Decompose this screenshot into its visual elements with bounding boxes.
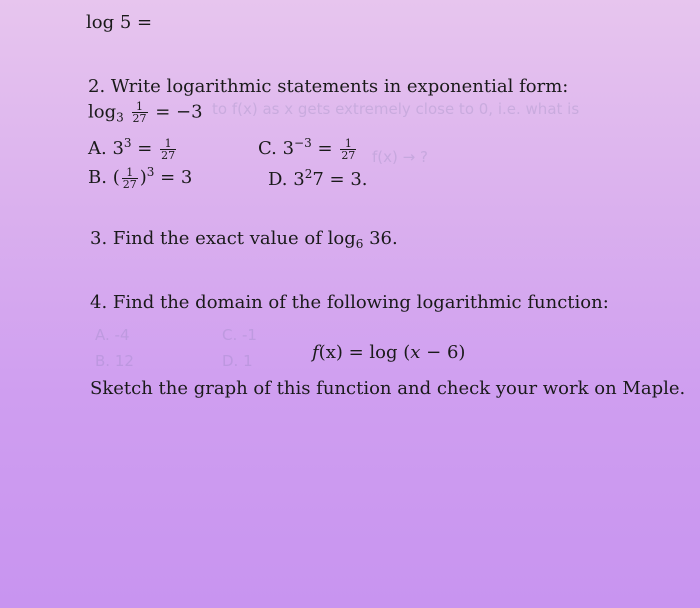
function-name: f	[312, 342, 319, 363]
q3-log: log	[327, 228, 356, 249]
q2-option-a	[88, 132, 178, 161]
option-a-exponent: 3	[123, 136, 132, 150]
option-c-base: 3	[282, 138, 295, 159]
fraction-numerator: 1	[160, 138, 176, 150]
q2-given-base: 3	[116, 110, 124, 125]
bleed-through-text: A. -4	[95, 326, 130, 344]
function-variable: x	[410, 342, 421, 363]
q4-prompt	[90, 292, 609, 314]
option-b-rhs: = 3	[160, 167, 193, 188]
fraction-numerator: 1	[132, 101, 148, 113]
top-expression-text: log 5 =	[86, 12, 153, 33]
q2-given-fraction	[132, 101, 148, 124]
q2-prompt-text: 2. Write logarithmic statements in exponential form:	[88, 76, 569, 97]
q4-prompt-text: 4. Find the domain of the following logarithmic function:	[90, 292, 609, 313]
fraction-denominator: 27	[341, 148, 356, 162]
option-b-rparen: )	[139, 167, 147, 188]
bleed-through-text: B. 12	[95, 352, 134, 370]
q2-option-b	[88, 161, 192, 190]
option-a-fraction	[160, 138, 176, 161]
top-expression	[86, 12, 152, 34]
q2-given-expression	[88, 101, 203, 129]
q2-option-d	[268, 163, 368, 191]
option-b-fraction	[122, 167, 138, 190]
option-c-fraction	[340, 138, 356, 161]
q2-prompt	[88, 76, 568, 98]
q2-option-c	[258, 132, 358, 161]
fraction-numerator: 1	[340, 138, 356, 150]
function-rhs-start: = log (	[348, 342, 411, 363]
option-d-base: 3	[293, 169, 305, 190]
option-d-exponent: 2	[304, 167, 313, 181]
q2-given-rhs: = −3	[155, 101, 203, 123]
option-c-label: C.	[258, 138, 277, 159]
option-a-label: A.	[88, 138, 107, 159]
option-b-lparen: (	[112, 167, 120, 188]
function-rhs-end: − 6)	[426, 342, 466, 363]
option-d-tail: 7 = 3.	[312, 169, 368, 190]
fraction-denominator: 27	[161, 148, 176, 162]
option-c-exponent: −3	[294, 136, 312, 150]
bleed-through-text: to f(x) as x gets extremely close to 0, i.e. what is	[212, 100, 580, 118]
q3-value: 36.	[369, 228, 398, 249]
q4-sketch-text: Sketch the graph of this function and check your work on Maple.	[90, 378, 686, 399]
q4-function	[312, 342, 465, 364]
bleed-through-text: C. -1	[222, 326, 257, 344]
fraction-denominator: 27	[122, 177, 137, 191]
option-d-label: D.	[268, 169, 288, 190]
bleed-through-text: D. 1	[222, 352, 253, 370]
q2-given-log: log	[88, 101, 117, 123]
q3-prompt-text: 3. Find the exact value of	[90, 228, 322, 249]
option-c-equals: =	[317, 138, 333, 159]
fraction-denominator: 27	[132, 112, 147, 125]
function-argument: (x)	[318, 342, 343, 363]
q3-log-base: 6	[355, 237, 364, 251]
q4-sketch-instruction	[90, 378, 685, 400]
q3-prompt	[90, 228, 398, 255]
bleed-through-text: f(x) → ?	[372, 148, 428, 166]
option-b-label: B.	[88, 167, 107, 188]
option-a-base: 3	[112, 138, 124, 159]
option-a-equals: =	[137, 138, 153, 159]
option-b-exponent: 3	[146, 165, 155, 179]
fraction-numerator: 1	[122, 167, 138, 179]
